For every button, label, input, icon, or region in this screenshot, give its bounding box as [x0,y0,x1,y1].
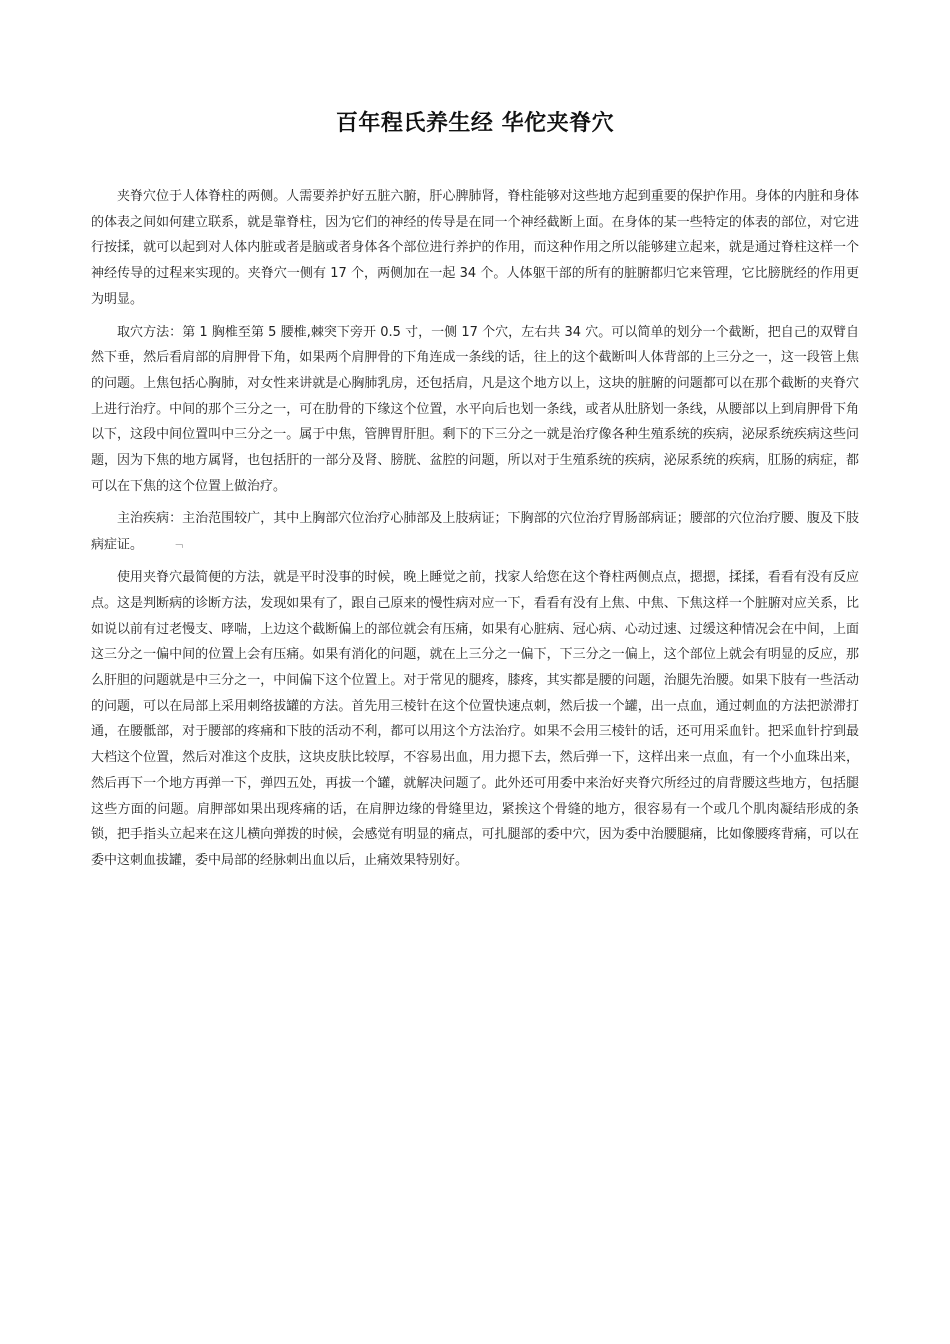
document-page [91,108,859,881]
paragraph-usage-method: 使用夹脊穴最简便的方法，就是平时没事的时候，晚上睡觉之前，找家人给您在这个脊柱两侧点点，摁摁，揉揉，看看有没有反应点。这是判断病的诊断方法，发现如果有了，跟自己原来的慢性病对应一下，看看有没有上焦、中焦、下焦这样一个脏腑对应关系，比如说以前有过老慢支、哮喘，上边这个截断偏上的部位就会有压痛，如果有心脏病、冠心病、心动过速、过缓这种情况会在中间，上面这三分之一偏中间的位置上会有压痛。如果有消化的问题，就在上三分之一偏下，下三分之一偏上，这个部位上就会有明显的反应，那么肝胆的问题就是中三分之一，中间偏下这个位置上。对于常见的腿疼，膝疼，其实都是腰的问题，治腿先治腰。如果下肢有一些活动的问题，可以在局部上采用刺络拔罐的方法。首先用三棱针在这个位置快速点刺，然后拔一个罐，出一点血，通过刺血的方法把淤滞打通，在腰骶部，对于腰部的疼痛和下肢的活动不利，都可以用这个方法治疗。如果不会用三棱针的话，还可用采血针。把采血针拧到最大档这个位置，然后对准这个皮肤，这块皮肤比较厚，不容易出血，用力摁下去，然后弹一下，这样出来一点血，有一个小血珠出来，然后再下一个地方再弹一下，弹四五处，再拔一个罐，就解决问题了。此外还可用委中来治好夹脊穴所经过的肩背腰这些地方，包括腿这些方面的问题。肩胛部如果出现疼痛的话，在肩胛边缘的骨缝里边，紧挨这个骨缝的地方，很容易有一个或几个肌肉凝结形成的条锁，把手指头立起来在这儿横向弹拨的时候，会感觉有明显的痛点，可扎腿部的委中穴，因为委中治腰腿痛，比如像腰疼背痛，可以在委中这刺血拔罐，委中局部的经脉刺出血以后，止痛效果特别好。 [91,570,859,868]
corner-mark-icon: ﹁ [173,539,184,551]
page-title: 百年程氏养生经 华佗夹脊穴 [335,111,615,136]
paragraph-acupoint-location: 取穴方法：第 1 胸椎至第 5 腰椎,棘突下旁开 0.5 寸，一侧 17 个穴，左右共 34 穴。可以简单的划分一个截断，把自己的双臂自然下垂，然后看肩部的肩胛骨下角，如果两个肩胛骨的下角连成一条线的话，往上的这个截断叫人体背部的上三分之一，这一段管上焦的问题。上焦包括心胸肺，对女性来讲就是心胸肺乳房，还包括肩，凡是这个地方以上，这块的脏腑的问题都可以在那个截断的夹脊穴上进行治疗。中间的那个三分之一，可在肋骨的下缘这个位置，水平向后也划一条线，或者从肚脐划一条线，从腰部以上到肩胛骨下角以下，这段中间位置叫中三分之一。属于中焦，管脾胃肝胆。剩下的下三分之一就是治疗像各种生殖系统的疾病，泌尿系统疾病这些问题，因为下焦的地方属肾，也包括肝的一部分及肾、膀胱、盆腔的问题，所以对于生殖系统的疾病，泌尿系统的疾病，肛肠的病症，都可以在下焦的这个位置上做治疗。 [91,324,859,494]
paragraph-indications [91,506,859,558]
paragraph-intro: 夹脊穴位于人体脊柱的两侧。人需要养护好五脏六腑，肝心脾肺肾，脊柱能够对这些地方起到重要的保护作用。身体的内脏和身体的体表之间如何建立联系，就是靠脊柱，因为它们的神经的传导是在同一个神经截断上面。在身体的某一些特定的体表的部位，对它进行按揉，就可以起到对人体内脏或者是脑或者身体各个部位进行养护的作用，而这种作用之所以能够建立起来，就是通过脊柱这样一个神经传导的过程来实现的。夹脊穴一侧有 17 个，两侧加在一起 34 个。人体躯干部的所有的脏腑都归它来管理，它比膀胱经的作用更为明显。 [91,189,859,307]
indications-text: 主治疾病：主治范围较广，其中上胸部穴位治疗心肺部及上肢病证；下胸部的穴位治疗胃肠部病证；腰部的穴位治疗腰、腹及下肢病症证。 [91,511,859,553]
